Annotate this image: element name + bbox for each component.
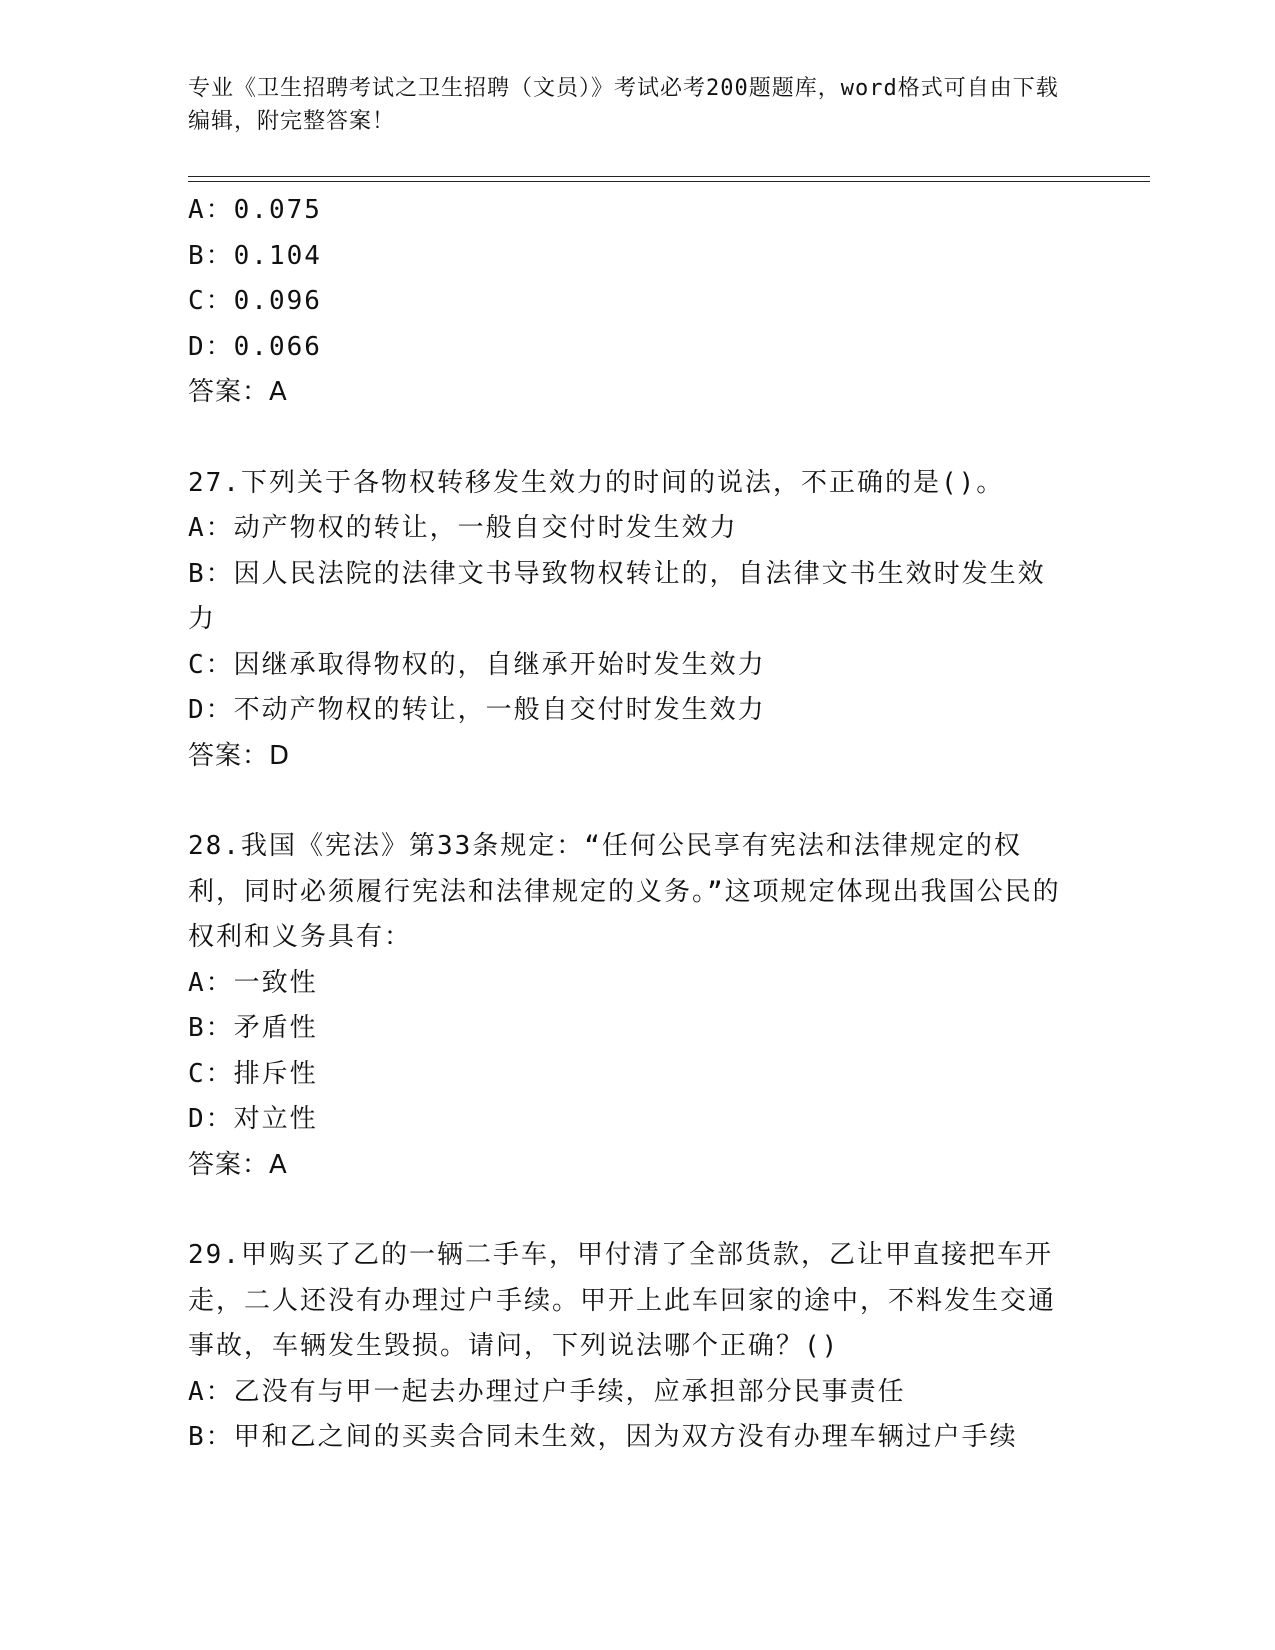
option-b: B：甲和乙之间的买卖合同未生效，因为双方没有办理车辆过户手续 — [188, 1422, 1018, 1452]
question-28 — [188, 824, 1068, 1188]
document-header: 专业《卫生招聘考试之卫生招聘（文员）》考试必考200题题库，word格式可自由下载编辑，附完整答案！ — [188, 76, 1059, 134]
option-a: A：一致性 — [188, 967, 318, 998]
question-content — [188, 188, 1068, 1461]
header-divider-top — [188, 176, 1150, 177]
question-stem: 29.甲购买了乙的一辆二手车，甲付清了全部货款，乙让甲直接把车开走，二人还没有办理过户手续。甲开上此车回家的途中，不料发生交通事故，车辆发生毁损。请问，下列说法哪个正确？() — [188, 1240, 1057, 1361]
option-b: B：0.104 — [188, 240, 322, 271]
option-a: A：动产物权的转让，一般自交付时发生效力 — [188, 513, 738, 543]
question-27 — [188, 461, 1068, 780]
question-stem: 28.我国《宪法》第33条规定：“任何公民享有宪法和法律规定的权利，同时必须履行宪法和法律规定的义务。”这项规定体现出我国公民的权利和义务具有： — [188, 831, 1061, 952]
answer-line: 答案：A — [188, 377, 288, 407]
option-c: C：因继承取得物权的，自继承开始时发生效力 — [188, 649, 766, 680]
question-stem: 27.下列关于各物权转移发生效力的时间的说法，不正确的是()。 — [188, 467, 1005, 498]
option-a: A：乙没有与甲一起去办理过户手续，应承担部分民事责任 — [188, 1376, 906, 1407]
option-b: B：矛盾性 — [188, 1013, 318, 1043]
question-29 — [188, 1233, 1068, 1461]
option-c: C：排斥性 — [188, 1058, 318, 1089]
option-d: D：不动产物权的转让，一般自交付时发生效力 — [188, 695, 766, 725]
option-b: B：因人民法院的法律文书导致物权转让的，自法律文书生效时发生效力 — [188, 558, 1046, 634]
question-26 — [188, 188, 1068, 416]
option-d: D：0.066 — [188, 331, 322, 362]
option-a: A：0.075 — [188, 195, 322, 225]
answer-line: 答案：A — [188, 1149, 288, 1180]
answer-line: 答案：D — [188, 740, 291, 771]
option-d: D：对立性 — [188, 1104, 318, 1134]
option-c: C：0.096 — [188, 286, 322, 316]
header-divider-bottom — [188, 181, 1150, 182]
